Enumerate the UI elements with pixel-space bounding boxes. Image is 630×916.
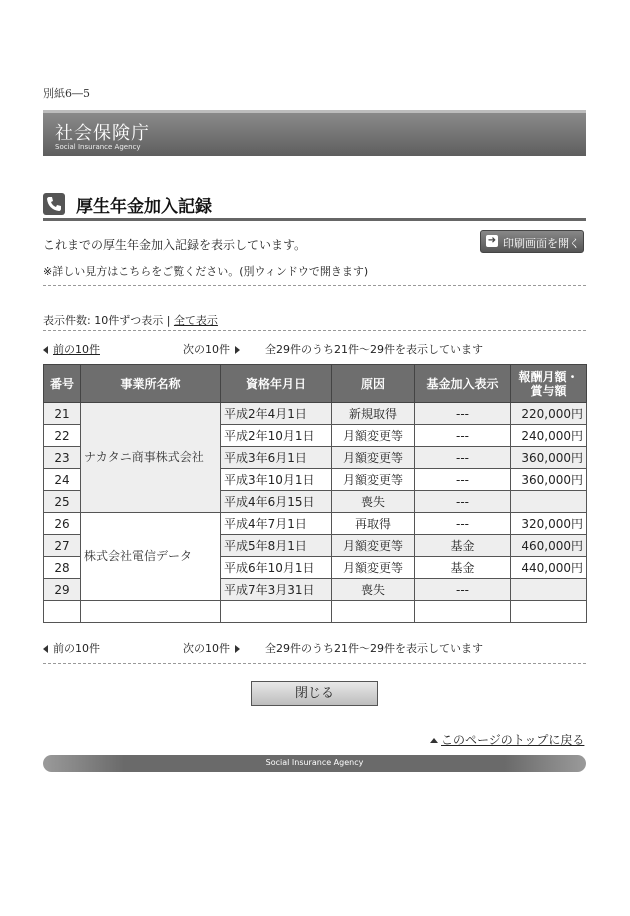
- prev-page-link[interactable]: [43, 640, 100, 656]
- print-button-label: 印刷画面を開く: [503, 237, 580, 250]
- prev-page-label: 前の10件: [53, 642, 100, 655]
- records-table: [43, 364, 587, 623]
- next-page-text: 次の10件: [183, 642, 230, 655]
- col-salary: [511, 365, 587, 403]
- prev-page-label: 前の10件: [53, 343, 100, 356]
- row-cause: 新規取得: [332, 403, 415, 425]
- row-salary: [511, 579, 587, 601]
- row-cause: 月額変更等: [332, 469, 415, 491]
- help-note-link[interactable]: ※詳しい見方はこちらをご覧ください。(別ウィンドウで開きます): [43, 265, 369, 278]
- empty-cell: [332, 601, 415, 623]
- row-cause: 月額変更等: [332, 447, 415, 469]
- close-button[interactable]: 閉じる: [251, 681, 378, 706]
- row-salary: 360,000円: [511, 447, 587, 469]
- row-number: 21: [44, 403, 81, 425]
- empty-cell: [415, 601, 511, 623]
- triangle-right-icon: [235, 346, 240, 354]
- row-fund: ---: [415, 513, 511, 535]
- row-fund: 基金: [415, 557, 511, 579]
- empty-cell: [221, 601, 332, 623]
- row-date: 平成3年6月1日: [221, 447, 332, 469]
- row-cause: 月額変更等: [332, 425, 415, 447]
- row-date: 平成7年3月31日: [221, 579, 332, 601]
- next-page-text: 次の10件: [183, 343, 230, 356]
- triangle-right-icon: [235, 645, 240, 653]
- row-number: 29: [44, 579, 81, 601]
- row-salary: 320,000円: [511, 513, 587, 535]
- pager-summary: 全29件のうち21件～29件を表示しています: [265, 642, 483, 655]
- table-row: [44, 513, 587, 535]
- row-number: 26: [44, 513, 81, 535]
- back-to-top-label: このページのトップに戻る: [441, 733, 585, 747]
- col-date: 資格年月日: [221, 365, 332, 403]
- row-date: 平成6年10月1日: [221, 557, 332, 579]
- col-fund: 基金加入表示: [415, 365, 511, 403]
- agency-name: 社会保険庁: [55, 123, 150, 144]
- page-title: 厚生年金加入記録: [76, 197, 212, 217]
- row-salary: 440,000円: [511, 557, 587, 579]
- row-number: 24: [44, 469, 81, 491]
- row-date: 平成2年4月1日: [221, 403, 332, 425]
- pager-summary: 全29件のうち21件～29件を表示しています: [265, 343, 483, 356]
- pager-top: [43, 341, 586, 357]
- footer-text: Social Insurance Agency: [265, 758, 364, 767]
- pager-bottom: [43, 640, 586, 656]
- row-number: 22: [44, 425, 81, 447]
- display-count: [43, 312, 218, 328]
- col-office: 事業所名称: [81, 365, 221, 403]
- show-10-option[interactable]: 10件ずつ表示: [94, 314, 164, 327]
- row-salary: 460,000円: [511, 535, 587, 557]
- row-number: 27: [44, 535, 81, 557]
- row-date: 平成2年10月1日: [221, 425, 332, 447]
- table-row-empty: [44, 601, 587, 623]
- triangle-up-icon: [430, 738, 438, 743]
- office-name: ナカタニ商事株式会社: [81, 403, 221, 513]
- row-date: 平成3年10月1日: [221, 469, 332, 491]
- row-date: 平成4年7月1日: [221, 513, 332, 535]
- row-number: 25: [44, 491, 81, 513]
- row-fund: 基金: [415, 535, 511, 557]
- footer-bar: [43, 755, 586, 772]
- next-page-label: [183, 341, 240, 357]
- row-fund: ---: [415, 403, 511, 425]
- display-count-label: 表示件数:: [43, 314, 91, 327]
- row-fund: ---: [415, 447, 511, 469]
- title-divider: [43, 218, 586, 221]
- divider: [43, 663, 586, 664]
- col-salary-line1: 報酬月額・: [518, 369, 579, 384]
- row-fund: ---: [415, 469, 511, 491]
- table-row: [44, 403, 587, 425]
- intro-text: これまでの厚生年金加入記録を表示しています。: [43, 238, 307, 252]
- agency-english-name: Social Insurance Agency: [55, 143, 141, 151]
- prev-page-link[interactable]: [43, 341, 100, 357]
- row-fund: ---: [415, 491, 511, 513]
- empty-cell: [511, 601, 587, 623]
- header-bar: [43, 110, 586, 156]
- row-cause: 喪失: [332, 491, 415, 513]
- separator: |: [166, 314, 171, 327]
- triangle-left-icon: [43, 346, 48, 354]
- row-cause: 再取得: [332, 513, 415, 535]
- row-number: 28: [44, 557, 81, 579]
- office-name: 株式会社電信データ: [81, 513, 221, 601]
- divider: [43, 285, 586, 286]
- empty-cell: [44, 601, 81, 623]
- empty-cell: [81, 601, 221, 623]
- back-to-top-link[interactable]: [430, 731, 584, 748]
- row-fund: ---: [415, 425, 511, 447]
- next-page-label: [183, 640, 240, 656]
- col-cause: 原因: [332, 365, 415, 403]
- row-salary: 360,000円: [511, 469, 587, 491]
- row-cause: 喪失: [332, 579, 415, 601]
- row-salary: [511, 491, 587, 513]
- col-number: 番号: [44, 365, 81, 403]
- row-date: 平成5年8月1日: [221, 535, 332, 557]
- table-header-row: [44, 365, 587, 403]
- print-button[interactable]: [480, 230, 584, 253]
- row-cause: 月額変更等: [332, 535, 415, 557]
- col-salary-line2: 賞与額: [530, 383, 567, 398]
- row-fund: ---: [415, 579, 511, 601]
- document-label: 別紙6―5: [43, 87, 90, 100]
- row-cause: 月額変更等: [332, 557, 415, 579]
- row-salary: 240,000円: [511, 425, 587, 447]
- phone-icon: [43, 193, 65, 215]
- arrow-right-icon: ➜: [487, 235, 497, 246]
- triangle-left-icon: [43, 645, 48, 653]
- row-date: 平成4年6月15日: [221, 491, 332, 513]
- row-number: 23: [44, 447, 81, 469]
- divider: [43, 330, 586, 331]
- row-salary: 220,000円: [511, 403, 587, 425]
- show-all-link[interactable]: 全て表示: [173, 314, 218, 327]
